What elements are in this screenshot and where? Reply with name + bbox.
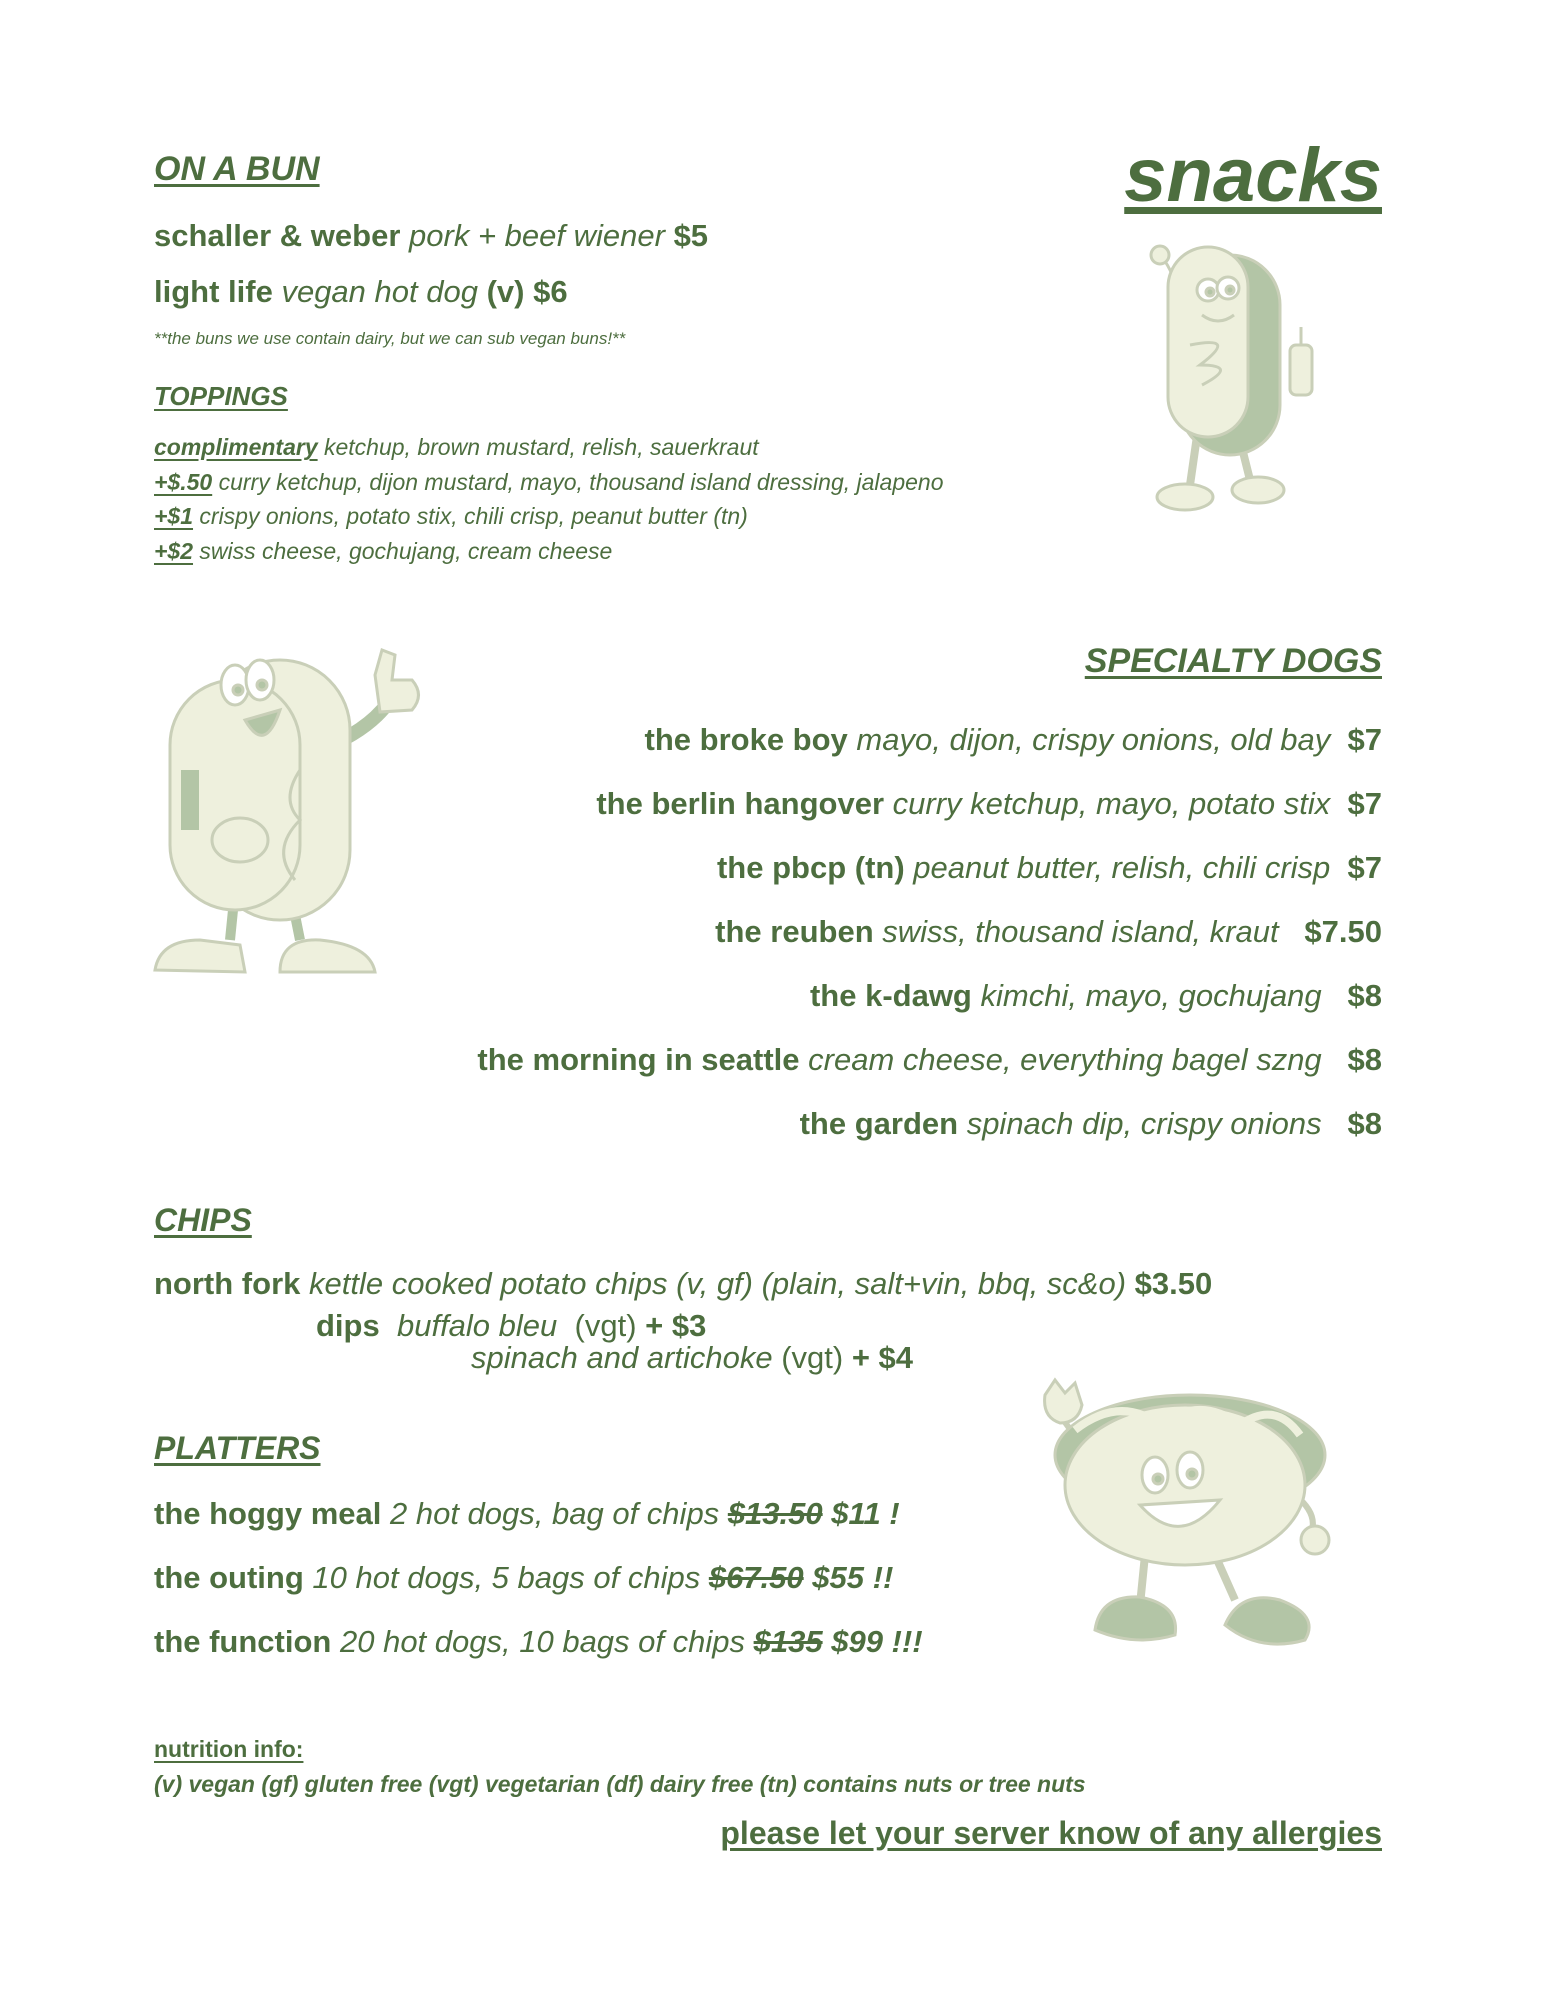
item-desc: pork + beef wiener (409, 218, 665, 253)
dip-name: buffalo bleu (396, 1308, 558, 1343)
toppings-heading: TOPPINGS (154, 381, 288, 411)
toppings-list (154, 430, 944, 568)
platter-item (154, 1560, 893, 1596)
topping-items: curry ketchup, dijon mustard, mayo, thousand island dressing, jalapeno (218, 468, 944, 495)
specialty-item (477, 1042, 1382, 1078)
specialty-item (800, 1106, 1382, 1142)
item-desc: 10 hot dogs, 5 bags of chips (312, 1560, 701, 1595)
item-price: $7 (1347, 850, 1382, 885)
item-name: the berlin hangover (596, 786, 885, 821)
item-price: $6 (533, 274, 568, 309)
item-price: $5 (673, 218, 709, 253)
menu-title: snacks (1124, 133, 1382, 218)
item-desc: curry ketchup, mayo, potato stix (892, 786, 1331, 821)
item-price: $55 !! (812, 1560, 894, 1595)
topping-label: +$1 (154, 503, 194, 529)
item-name: the hoggy meal (154, 1496, 382, 1531)
item-desc: 2 hot dogs, bag of chips (390, 1496, 720, 1531)
specialty-item (810, 978, 1382, 1014)
dip-item (316, 1308, 706, 1344)
hot-dog-mascot-walking (1020, 1375, 1370, 1655)
topping-items: swiss cheese, gochujang, cream cheese (199, 537, 613, 564)
topping-row (154, 534, 944, 569)
nutrition-heading: nutrition info: (154, 1736, 304, 1762)
item-desc: cream cheese, everything bagel szng (808, 1042, 1322, 1077)
item-name: the morning in seattle (477, 1042, 800, 1077)
topping-label: +$.50 (154, 468, 213, 495)
specialty-item (645, 722, 1382, 758)
item-desc: mayo, dijon, crispy onions, old bay (856, 722, 1331, 757)
item-desc: peanut butter, relish, chili crisp (913, 850, 1331, 885)
item-name: the pbcp (tn) (716, 850, 905, 885)
item-desc: kimchi, mayo, gochujang (980, 978, 1322, 1013)
item-old-price: $67.50 (708, 1560, 804, 1595)
topping-row (154, 430, 944, 465)
item-price: $7.50 (1304, 914, 1382, 949)
dip-tag: (vgt) (574, 1308, 637, 1343)
menu-item (154, 274, 568, 310)
platter-item (154, 1624, 923, 1660)
allergy-note: please let your server know of any allergies (720, 1815, 1382, 1851)
chips-heading: CHIPS (154, 1202, 252, 1238)
nutrition-legend: (v) vegan (gf) gluten free (vgt) vegetarian (df) dairy free (tn) contains nuts or tree nuts (154, 1771, 1086, 1797)
hot-dog-mascot-pointing (1140, 235, 1340, 535)
item-name: the outing (154, 1560, 304, 1595)
topping-label: complimentary (154, 434, 318, 460)
item-name: schaller & weber (154, 218, 401, 253)
platters-heading: PLATTERS (154, 1430, 321, 1466)
item-name: the function (154, 1624, 332, 1659)
specialty-heading: SPECIALTY DOGS (1084, 642, 1382, 680)
dips-label: dips (316, 1308, 380, 1343)
topping-label: +$2 (154, 537, 194, 564)
item-desc: spinach dip, crispy onions (966, 1106, 1322, 1141)
item-price: $11 ! (831, 1496, 900, 1531)
topping-items: ketchup, brown mustard, relish, sauerkraut (324, 434, 759, 460)
item-name: the broke boy (644, 722, 848, 757)
dip-price: + $3 (645, 1308, 707, 1343)
item-name: the garden (799, 1106, 959, 1141)
item-desc: kettle cooked potato chips (v, gf) (plain, salt+vin, bbq, sc&o) (309, 1266, 1127, 1301)
dip-tag: (vgt) (781, 1340, 844, 1375)
item-desc: vegan hot dog (281, 274, 478, 309)
specialty-item (717, 850, 1382, 886)
item-name: the reuben (715, 914, 874, 949)
on-a-bun-heading: ON A BUN (154, 150, 320, 188)
specialty-item (596, 786, 1382, 822)
chips-item (154, 1266, 1212, 1302)
hot-dog-mascot-thumbs-up (150, 640, 450, 980)
topping-items: crispy onions, potato stix, chili crisp, peanut butter (tn) (199, 503, 748, 529)
item-name: the k-dawg (809, 978, 972, 1013)
dip-name: spinach and artichoke (471, 1340, 773, 1375)
item-desc: 20 hot dogs, 10 bags of chips (339, 1624, 745, 1659)
topping-row (154, 499, 944, 534)
dip-item (471, 1340, 913, 1376)
menu-item (154, 218, 708, 254)
item-price: $7 (1347, 786, 1382, 821)
item-desc: swiss, thousand island, kraut (882, 914, 1279, 949)
item-price: $8 (1347, 978, 1382, 1013)
item-name: light life (154, 274, 273, 309)
dip-price: + $4 (851, 1340, 914, 1375)
topping-row (154, 465, 944, 500)
item-tag: (v) (486, 274, 525, 309)
item-price: $3.50 (1134, 1266, 1213, 1301)
item-price: $99 !!! (831, 1624, 923, 1659)
item-old-price: $13.50 (727, 1496, 823, 1531)
item-price: $8 (1347, 1042, 1382, 1077)
specialty-item (715, 914, 1382, 950)
item-price: $7 (1347, 722, 1382, 757)
item-price: $8 (1347, 1106, 1382, 1141)
item-old-price: $135 (753, 1624, 823, 1659)
platter-item (154, 1496, 900, 1532)
bun-note: **the buns we use contain dairy, but we can sub vegan buns!** (154, 329, 626, 348)
item-name: north fork (154, 1266, 301, 1301)
